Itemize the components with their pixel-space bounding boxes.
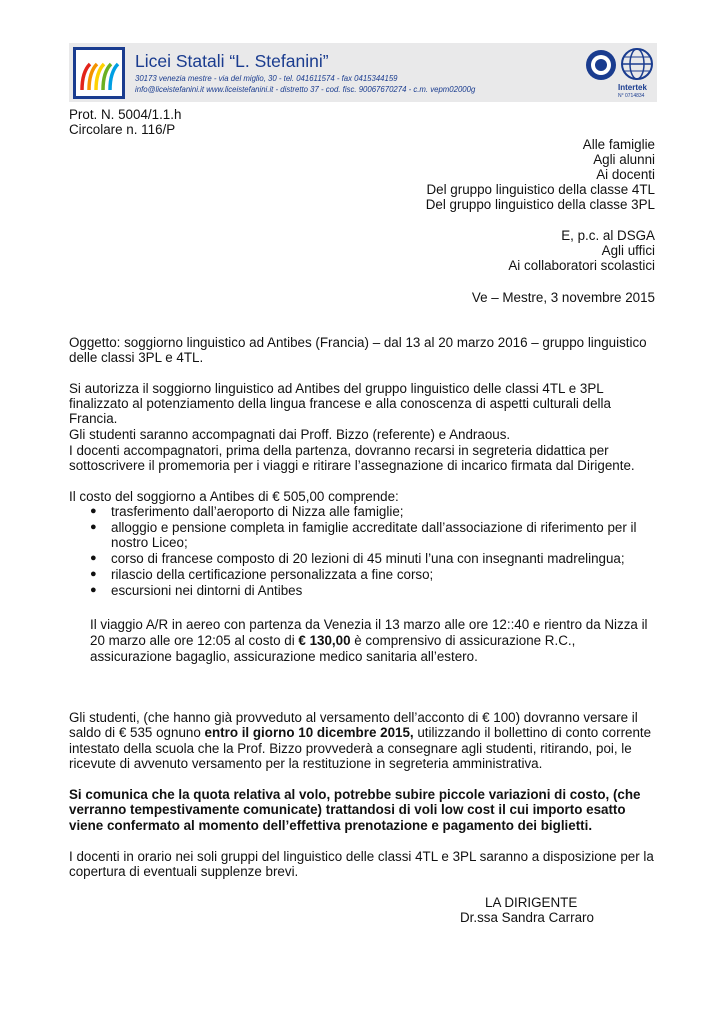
paragraph-line: sottoscrivere il promemoria per i viaggi e ritirare l’assegnazione di incarico firmata dal Dirigente. — [69, 458, 635, 473]
school-contacts: info@liceistefanini.it www.liceistefanini.it - distretto 37 - cod. fisc. 90067670274 - c.m. vepm02000g — [135, 85, 476, 94]
school-name: Licei Statali “L. Stefanini” — [135, 51, 329, 71]
paragraph-line: Francia. — [69, 411, 118, 426]
recipient-line: Ai docenti — [596, 167, 655, 182]
flight-line: assicurazione bagaglio, assicurazione medico sanitaria all’estero. — [90, 649, 478, 664]
payment-deadline: entro il giorno 10 dicembre 2015, — [204, 725, 414, 740]
recipient-line: Agli alunni — [593, 152, 655, 167]
substitution-line: copertura di eventuali supplenze brevi. — [69, 864, 299, 879]
certification-number: N° 0714834 — [618, 93, 645, 99]
certification-label: Intertek — [618, 83, 647, 92]
payment-line: saldo di € 535 ognuno entro il giorno 10 dicembre 2015, utilizzando il bollettino di conto corrente — [69, 725, 652, 740]
subject-line: Oggetto: soggiorno linguistico ad Antibes (Francia) – dal 13 al 20 marzo 2016 – gruppo linguistico — [69, 335, 647, 350]
circular-number: Circolare n. 116/P — [69, 122, 176, 137]
bullet-icon: ● — [90, 568, 97, 580]
cost-item: corso di francese composto di 20 lezioni di 45 minuti l’una con insegnanti madrelingua; — [111, 551, 625, 566]
paragraph-line: I docenti accompagnatori, prima della partenza, dovranno recarsi in segreteria didattica per — [69, 443, 609, 458]
cost-item: trasferimento dall’aeroporto di Nizza alle famiglie; — [111, 504, 404, 519]
date-line: Ve – Mestre, 3 novembre 2015 — [471, 290, 655, 305]
cost-item: escursioni nei dintorni di Antibes — [111, 583, 303, 598]
protocol-number: Prot. N. 5004/1.1.h — [69, 107, 182, 122]
recipient-line: Del gruppo linguistico della classe 4TL — [426, 182, 655, 197]
letterhead — [69, 43, 657, 102]
flight-line: Il viaggio A/R in aereo con partenza da Venezia il 13 marzo alle ore 12::40 e rientro da Nizza il — [90, 617, 648, 632]
cost-intro: Il costo del soggiorno a Antibes di € 505,00 comprende: — [69, 489, 399, 504]
notice-line: Si comunica che la quota relativa al volo, potrebbe subire piccole variazioni di costo, (che — [69, 787, 641, 802]
bullet-icon: ● — [90, 505, 97, 517]
substitution-line: I docenti in orario nei soli gruppi del linguistico delle classi 4TL e 3PL saranno a disposizione per la — [69, 849, 654, 864]
cc-line: E, p.c. al DSGA — [561, 228, 655, 243]
flight-price: € 130,00 — [298, 633, 351, 648]
payment-line: Gli studenti, (che hanno già provveduto al versamento dell’acconto di € 100) dovranno versare il — [69, 710, 638, 725]
quality-seal-icon — [585, 49, 617, 81]
cc-line: Ai collaboratori scolastici — [508, 258, 655, 273]
recipient-line: Alle famiglie — [582, 137, 655, 152]
school-address: 30173 venezia mestre - via del miglio, 30 - tel. 041611574 - fax 0415344159 — [135, 74, 398, 83]
cost-item: rilascio della certificazione personalizzata a fine corso; — [111, 567, 434, 582]
paragraph-line: finalizzato al potenziamento della lingua francese e alla conoscenza di aspetti culturali della — [69, 396, 611, 411]
logo-arcs-icon — [76, 50, 122, 96]
cost-item: nostro Liceo; — [111, 535, 188, 550]
notice-line: verranno tempestivamente comunicate) trattandosi di voli low cost il cui importo esatto — [69, 802, 626, 817]
payment-line: ricevute di avvenuto versamento per la restituzione in segreteria amministrativa. — [69, 756, 543, 771]
recipient-line: Del gruppo linguistico della classe 3PL — [425, 197, 655, 212]
cc-line: Agli uffici — [601, 243, 655, 258]
globe-certification-icon — [618, 46, 656, 84]
cost-item: alloggio e pensione completa in famiglie accreditate dall’associazione di riferimento per il — [111, 520, 637, 535]
notice-line: viene confermato al momento dell’effettiva prenotazione e pagamento dei biglietti. — [69, 818, 593, 833]
bullet-icon: ● — [90, 521, 97, 533]
payment-line: intestato della scuola che la Prof. Bizzo provvederà a consegnare agli studenti, ritirando, poi, le — [69, 741, 632, 756]
paragraph-line: Si autorizza il soggiorno linguistico ad Antibes del gruppo linguistico delle classi 4TL e 3PL — [69, 381, 604, 396]
bullet-icon: ● — [90, 584, 97, 596]
subject-line: delle classi 3PL e 4TL. — [69, 350, 204, 365]
paragraph-line: Gli studenti saranno accompagnati dai Proff. Bizzo (referente) e Andraous. — [69, 427, 511, 442]
flight-line: 20 marzo alle ore 12:05 al costo di € 130,00 è comprensivo di assicurazione R.C., — [90, 633, 576, 648]
signature-role: LA DIRIGENTE — [485, 895, 578, 910]
school-logo — [73, 47, 125, 99]
bullet-icon: ● — [90, 552, 97, 564]
signature-name: Dr.ssa Sandra Carraro — [460, 910, 594, 925]
